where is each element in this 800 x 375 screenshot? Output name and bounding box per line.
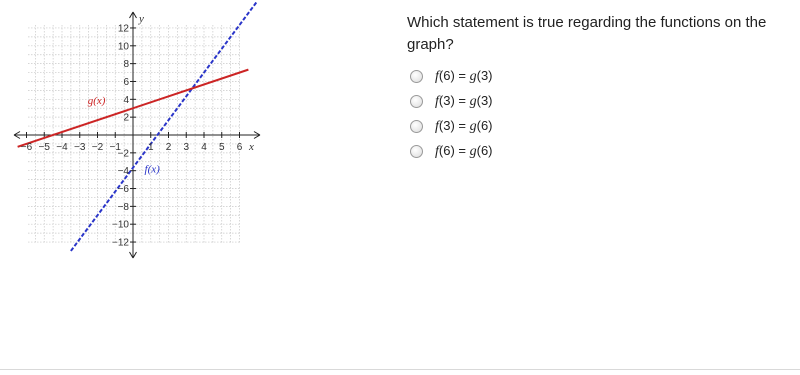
x-tick-label: 4: [201, 142, 207, 153]
choice-label: f(6) = g(6): [435, 143, 493, 159]
x-tick-label: 3: [183, 142, 190, 153]
x-tick-label: −6: [20, 142, 33, 153]
choice-1[interactable]: [410, 64, 493, 89]
y-tick-label: 12: [117, 23, 129, 35]
x-tick-label: −2: [91, 142, 104, 153]
x-tick-label: −5: [38, 142, 50, 153]
choice-label: f(3) = g(6): [435, 118, 493, 134]
x-tick-label: 1: [147, 142, 154, 153]
x-tick-label: 2: [165, 142, 172, 153]
radio-button[interactable]: [410, 120, 423, 133]
y-tick-label: −12: [112, 237, 129, 249]
y-tick-label: 10: [117, 41, 129, 53]
series-label: f(x): [144, 163, 160, 176]
x-tick-label: −4: [56, 142, 68, 153]
choice-label: f(6) = g(3): [435, 68, 493, 84]
radio-button[interactable]: [410, 95, 423, 108]
x-axis-label: x: [249, 141, 254, 153]
y-tick-label: 4: [123, 94, 129, 106]
y-tick-label: −8: [117, 201, 129, 213]
y-tick-label: 6: [123, 76, 129, 88]
answer-choices: [410, 64, 493, 164]
choice-label: f(3) = g(3): [435, 93, 493, 109]
y-tick-label: 8: [123, 59, 129, 71]
y-tick-label: −10: [112, 219, 129, 231]
x-tick-label: −1: [109, 142, 121, 153]
radio-button[interactable]: [410, 145, 423, 158]
choice-2[interactable]: [410, 89, 493, 114]
y-axis-label: y: [139, 13, 144, 25]
y-tick-label: −4: [117, 166, 129, 178]
y-tick-label: −2: [117, 148, 129, 160]
question-text: Which statement is true regarding the functions on the graph?: [407, 14, 767, 53]
function-graph: [0, 0, 280, 262]
x-tick-label: 6: [236, 142, 243, 153]
x-tick-label: −3: [74, 142, 86, 153]
x-tick-label: 5: [218, 142, 225, 153]
tick-labels: [21, 13, 254, 249]
choice-4[interactable]: [410, 139, 493, 164]
y-tick-label: −6: [117, 184, 129, 196]
y-tick-label: 2: [123, 112, 129, 124]
choice-3[interactable]: [410, 114, 493, 139]
divider: [0, 369, 800, 370]
series-label: g(x): [87, 94, 106, 107]
grid: [28, 25, 240, 243]
radio-button[interactable]: [410, 70, 423, 83]
